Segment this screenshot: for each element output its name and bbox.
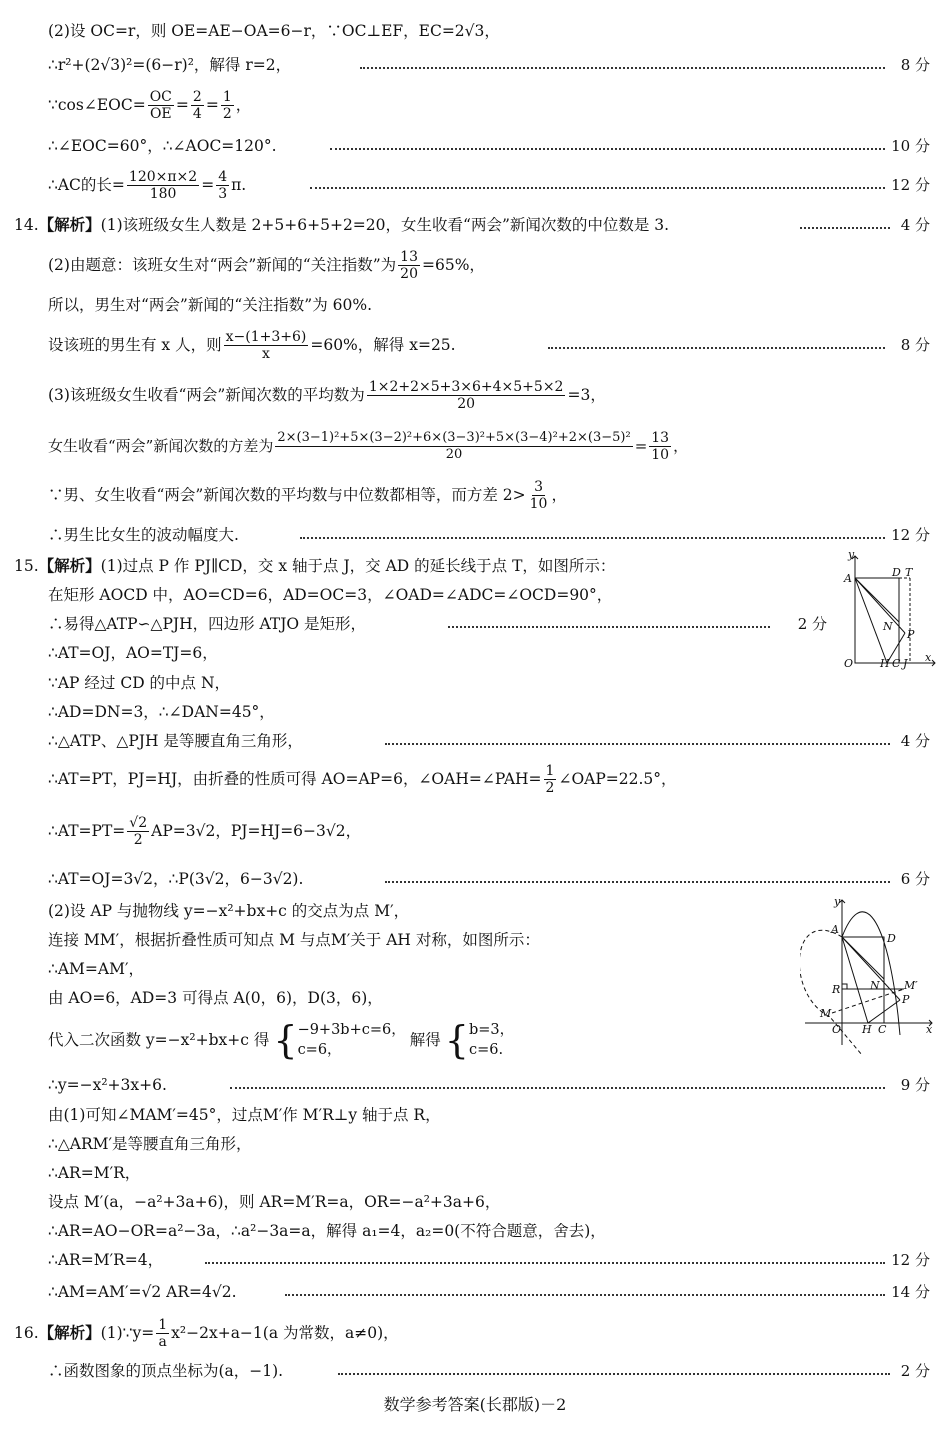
line: ∴△ATP、△PJH 是等腰直角三角形，	[48, 732, 303, 750]
line: 由 AO=6，AD=3 可得点 A(0，6)，D(3，6)，	[48, 989, 383, 1007]
fig-label: y	[834, 895, 841, 908]
line: ∵AP 经过 CD 的中点 N，	[48, 674, 231, 692]
line: ∴AR=M′R=4，	[48, 1251, 164, 1269]
fig-label: N	[870, 979, 880, 992]
line: ∴AT=PT，PJ=HJ，由折叠的性质可得 AO=AP=6，∠OAH=∠PAH= $\frac{1}{2}$ ∠OAP=22.5°，	[48, 762, 677, 796]
fig-label: x	[926, 1023, 933, 1036]
line: ∴AT=OJ，AO=TJ=6，	[48, 644, 218, 662]
fig-label: N	[883, 620, 893, 633]
line: (2)设 AP 与抛物线 y=−x²+bx+c 的交点为点 M′，	[48, 902, 410, 920]
fig-label: x	[925, 651, 932, 664]
dot-leader	[285, 1293, 885, 1296]
line: ∴AR=M′R，	[48, 1164, 141, 1182]
line: ∴AM=AM′=√2 AR=4√2.	[48, 1283, 237, 1301]
line: ∴易得△ATP∽△PJH，四边形 ATJO 是矩形，	[48, 615, 367, 633]
line: ∴AT=OJ=3√2，∴P(3√2，6−3√2).	[48, 870, 304, 888]
line: ∵男、女生收看“两会”新闻次数的平均数与中位数都相等，而方差 2> $\frac{3}{10}$ ，	[48, 478, 567, 512]
line: ∴男生比女生的波动幅度大.	[48, 526, 239, 544]
page-footer: 数学参考答案(长郡版)－2	[383, 1395, 567, 1414]
line: ∴AC的长= $\frac{120\times\pi\times 2}{180}$ = $\frac{4}{3}$ π.	[48, 168, 247, 202]
fig-label: J	[903, 657, 908, 670]
score: 12 分	[891, 526, 930, 544]
dot-leader	[548, 346, 885, 349]
score: 2 分	[900, 1362, 930, 1380]
score: 6 分	[900, 870, 930, 888]
fig-label: y	[848, 548, 855, 561]
line: ∴AD=DN=3，∴∠DAN=45°，	[48, 703, 275, 721]
fig-label: C	[878, 1023, 887, 1036]
line: 由(1)可知∠MAM′=45°，过点M′作 M′R⊥y 轴于点 R，	[48, 1106, 441, 1124]
line: 代入二次函数 y=−x²+bx+c 得 { −9+3b+c=6， c=6， 解得 { b=3， c=6.	[48, 1018, 515, 1062]
line: ∴AT=PT= $\frac{√2}{2}$ AP=3√2，PJ=HJ=6−3√2，	[48, 814, 362, 848]
line: ∴r²+(2√3)²=(6−r)²，解得 r=2，	[48, 56, 292, 74]
dot-leader	[800, 226, 890, 229]
line: 所以，男生对“两会”新闻的“关注指数”为 60%.	[48, 296, 373, 314]
dot-leader	[330, 147, 885, 150]
score: 8 分	[900, 336, 930, 354]
fig-label: H	[862, 1023, 872, 1036]
line: 在矩形 AOCD 中，AO=CD=6，AD=OC=3，∠OAD=∠ADC=∠OCD=90°，	[48, 586, 613, 604]
score: 12 分	[891, 176, 930, 194]
fig-label: A	[831, 923, 839, 936]
fig-label: H	[880, 657, 890, 670]
dot-leader	[385, 742, 890, 745]
fig-label: T	[905, 566, 913, 579]
line: (3)该班级女生收看“两会”新闻次数的平均数为 $\frac{1\times 2+2\times 5+3\times 6+4\times 5+5\times 2}{20}$ =3，	[48, 378, 606, 412]
line: (2)由题意：该班女生对“两会”新闻的“关注指数”为 $\frac{13}{20}$ =65%，	[48, 248, 485, 282]
score: 4 分	[900, 732, 930, 750]
line: (2)设 OC=r，则 OE=AE−OA=6−r，∵OC⊥EF，EC=2√3，	[48, 22, 500, 40]
line: ∴函数图象的顶点坐标为(a，−1).	[48, 1362, 284, 1380]
dot-leader	[338, 1372, 890, 1375]
figure-rectangle-fold	[835, 548, 940, 673]
fig-label: A	[844, 572, 852, 585]
line: 连接 MM′，根据折叠性质可知点 M 与点M′关于 AH 对称，如图所示：	[48, 931, 540, 949]
fig-label: C	[892, 657, 901, 670]
fig-label: M′	[904, 979, 918, 992]
fig-label: M	[820, 1007, 832, 1020]
score: 2 分	[797, 615, 827, 633]
line: 设该班的男生有 x 人，则 $\frac{x-(1+3+6)}{x}$ =60%，解得 x=25.	[48, 328, 456, 362]
score: 4 分	[900, 216, 930, 234]
fig-label: O	[832, 1023, 842, 1036]
score: 10 分	[891, 137, 930, 155]
dot-leader	[205, 1261, 885, 1264]
dot-leader	[360, 66, 885, 69]
figure-parabola-fold	[800, 895, 940, 1055]
line: ∴AM=AM′，	[48, 960, 144, 978]
line: 设点 M′(a，−a²+3a+6)，则 AR=M′R=a，OR=−a²+3a+6，	[48, 1193, 501, 1211]
dot-leader	[230, 1086, 885, 1089]
line: ∴△ARM′是等腰直角三角形，	[48, 1135, 252, 1153]
line: ∵cos∠EOC= $\frac{OC}{OE}$ = $\frac{2}{4}$ = $\frac{1}{2}$ ，	[48, 88, 252, 122]
dot-leader	[300, 536, 885, 539]
line: ∴∠EOC=60°，∴∠AOC=120°.	[48, 137, 277, 155]
fig-label: D	[892, 566, 901, 579]
line: 女生收看“两会”新闻次数的方差为 $\frac{\text{2×(3−1)²+5×(3−2)²+6×(3−3)²+5×(3−4)²+2×(3−5)²}}{20}$ = $\frac{13}{10}$ ，	[48, 429, 689, 463]
fig-label: P	[902, 993, 910, 1006]
score: 14 分	[891, 1283, 930, 1301]
fig-label: P	[907, 628, 915, 641]
q16-line: 16. 【解析】 (1)∵y= $\frac{1}{a}$ x²−2x+a−1(a 为常数，a≠0)，	[14, 1316, 399, 1350]
q14-line: 14. 【解析】 (1)该班级女生人数是 2+5+6+5+2=20，女生收看“两会”新闻次数的中位数是 3.	[14, 216, 670, 234]
fig-label: D	[887, 932, 896, 945]
score: 9 分	[900, 1076, 930, 1094]
fig-label: O	[844, 657, 854, 670]
line: ∴y=−x²+3x+6.	[48, 1076, 167, 1094]
dot-leader	[448, 625, 770, 628]
dot-leader	[310, 186, 885, 189]
score: 12 分	[891, 1251, 930, 1269]
score: 8 分	[900, 56, 930, 74]
q15-line: 15. 【解析】 (1)过点 P 作 PJ∥CD，交 x 轴于点 J，交 AD 的延长线于点 T，如图所示：	[14, 557, 616, 575]
dot-leader	[385, 880, 890, 883]
fig-label: R	[832, 983, 841, 996]
line: ∴AR=AO−OR=a²−3a，∴a²−3a=a，解得 a₁=4，a₂=0(不符合题意，舍去)，	[48, 1222, 606, 1240]
